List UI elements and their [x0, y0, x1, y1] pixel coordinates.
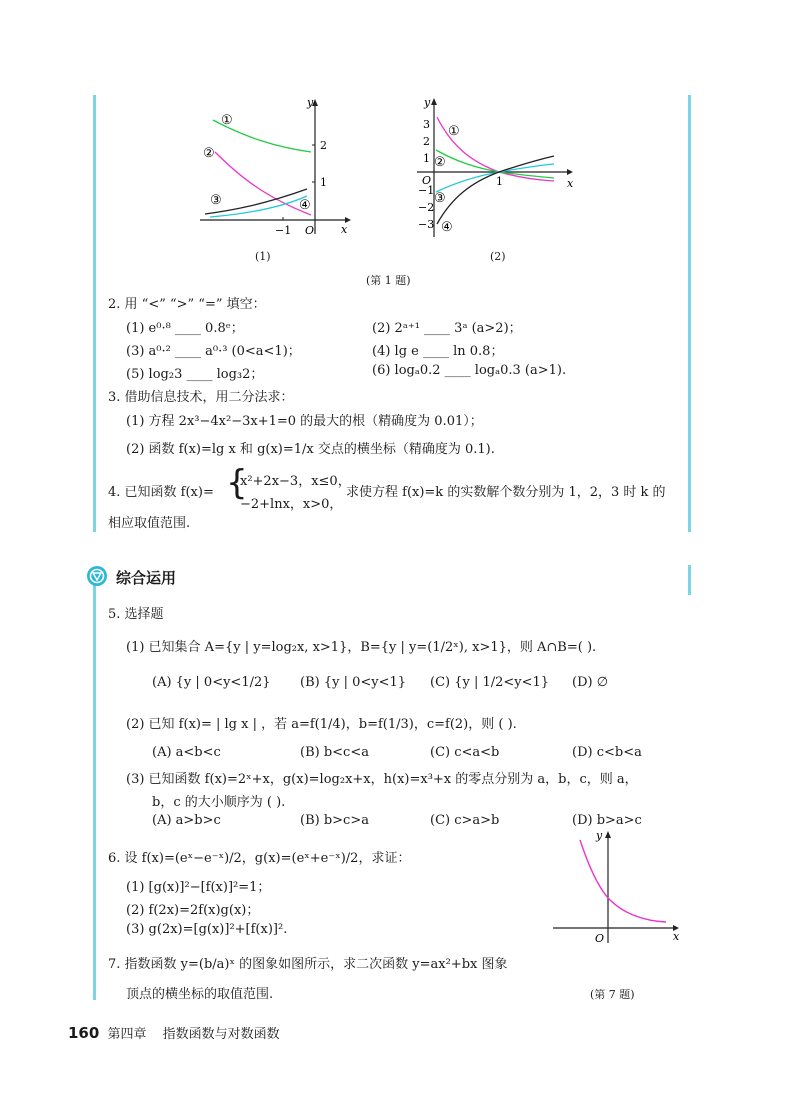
q7-line-2: 顶点的横坐标的取值范围.: [126, 987, 274, 1002]
q3-item-1: (1) 方程 2x³−4x²−3x+1=0 的最大的根（精确度为 0.01）；: [126, 414, 483, 429]
tick-neg1: −1: [418, 184, 435, 197]
label-origin: O: [595, 932, 605, 945]
label-y: y: [424, 96, 431, 109]
label-x: x: [673, 930, 680, 943]
q5-p1-option-b: (B) {y | 0<y<1}: [300, 675, 407, 690]
q2-item-5: (5) log₂3 ____ log₃2；: [126, 367, 264, 382]
q6-lead: 6. 设 f(x)=(eˣ−e⁻ˣ)/2，g(x)=(eˣ+e⁻ˣ)/2，求证：: [108, 851, 411, 866]
label-y: y: [596, 829, 603, 842]
q5-part-2: (2) 已知 f(x)= | lg x | ，若 a=f(1/4)，b=f(1/3)，c=f(2)，则 ( ).: [126, 717, 517, 732]
label-y: y: [307, 96, 314, 109]
q2-item-6: (6) logₐ0.2 ____ logₐ0.3 (a>1).: [372, 363, 567, 378]
section-title: 综合运用: [116, 569, 177, 587]
figure-7-caption: (第 7 题): [590, 988, 635, 1001]
q5-p1-option-a: (A) {y | 0<y<1/2}: [152, 675, 271, 690]
q2-item-3: (3) a⁰·² ____ a⁰·³ (0<a<1)；: [126, 344, 301, 359]
q7-line-1: 7. 指数函数 y=(b/a)ˣ 的图象如图所示，求二次函数 y=ax²+bx 图象: [108, 957, 508, 972]
figure-1-sub2-caption: (2): [490, 250, 506, 263]
q2-item-1: (1) e⁰·⁸ ____ 0.8ᵉ；: [126, 321, 244, 336]
figure-1-caption: (第 1 题): [366, 274, 411, 287]
margin-rule-top: [93, 95, 96, 532]
curve-2-magenta: [215, 152, 311, 215]
tick-neg1: −1: [275, 224, 292, 237]
q5-part-1: (1) 已知集合 A={y | y=log₂x, x>1}，B={y | y=(1/2ˣ), x>1}，则 A∩B=( ).: [126, 640, 597, 655]
figure-1-graph-2: [412, 92, 582, 242]
q5-p2-option-a: (A) a<b<c: [152, 745, 221, 760]
q5-p3-option-d: (D) b>a>c: [572, 813, 642, 828]
figure-1-graph-1: [195, 92, 355, 242]
right-rule-top: [688, 95, 691, 532]
curve-label-2: ②: [434, 155, 446, 170]
curve-label-3: ③: [434, 191, 446, 206]
q5-p2-option-b: (B) b<c<a: [300, 745, 369, 760]
q6-item-1: (1) [g(x)]²−[f(x)]²=1；: [126, 880, 271, 895]
right-rule-bottom: [688, 565, 691, 595]
q4-line-2: 相应取值范围.: [108, 516, 191, 531]
tick-1: 1: [320, 176, 327, 189]
q5-p2-option-c: (C) c<a<b: [430, 745, 500, 760]
margin-rule-bottom: [93, 585, 96, 1000]
figure-7-graph: [548, 825, 688, 950]
q2-title: 2. 用 “<” “>” “=” 填空：: [108, 297, 266, 312]
q2-item-4: (4) lg e ____ ln 0.8；: [372, 344, 504, 359]
tick-2: 2: [423, 135, 430, 148]
label-x: x: [341, 223, 348, 236]
exp-curve-magenta: [580, 840, 666, 922]
tick-neg2: −2: [418, 201, 435, 214]
tick-x1: 1: [496, 175, 503, 188]
q6-item-2: (2) f(2x)=2f(x)g(x)；: [126, 903, 260, 918]
q3-item-2: (2) 函数 f(x)=lg x 和 g(x)=1/x 交点的横坐标（精确度为 0.1).: [126, 442, 495, 457]
curve-label-1: ①: [221, 113, 233, 128]
curve-3-cyan: [436, 164, 554, 192]
curve-label-1: ①: [448, 124, 460, 139]
q4-case-1: x²+2x−3，x≤0，: [240, 474, 351, 489]
section-icon: [86, 565, 108, 587]
curve-label-4: ④: [299, 198, 311, 213]
q5-p1-option-c: (C) {y | 1/2<y<1}: [430, 675, 550, 690]
q5-p1-option-d: (D) ∅: [572, 675, 609, 690]
label-origin: O: [422, 174, 432, 187]
y-axis-arrow: [605, 831, 611, 838]
chapter-title: 指数函数与对数函数: [162, 1027, 280, 1042]
tick-1: 1: [423, 152, 430, 165]
q3-title: 3. 借助信息技术，用二分法求：: [108, 390, 294, 405]
q4-tail: 求使方程 f(x)=k 的实数解个数分别为 1，2，3 时 k 的: [346, 485, 666, 500]
q4-case-2: −2+lnx，x>0，: [240, 497, 343, 512]
curve-label-2: ②: [203, 146, 215, 161]
chapter-label: 第四章: [107, 1027, 147, 1042]
label-x: x: [567, 177, 574, 190]
page-footer: [68, 1023, 280, 1042]
q5-p3-option-a: (A) a>b>c: [152, 813, 221, 828]
q5-part-3-line-2: b，c 的大小顺序为 ( ).: [152, 795, 286, 810]
q6-item-3: (3) g(2x)=[g(x)]²+[f(x)]².: [126, 922, 288, 937]
q5-p2-option-d: (D) c<b<a: [572, 745, 642, 760]
x-axis-arrow: [567, 169, 573, 175]
q5-p3-option-b: (B) b>c>a: [300, 813, 369, 828]
tick-neg3: −3: [418, 218, 435, 231]
q5-part-3-line-1: (3) 已知函数 f(x)=2ˣ+x，g(x)=log₂x+x，h(x)=x³+x 的零点分别为 a，b，c，则 a，: [126, 772, 638, 787]
y-axis-arrow: [431, 98, 437, 105]
q5-title: 5. 选择题: [108, 607, 164, 622]
q4-lead: 4. 已知函数 f(x)=: [108, 485, 214, 500]
q2-item-2: (2) 2ᵃ⁺¹ ____ 3ᵃ (a>2)；: [372, 321, 522, 336]
label-origin: O: [305, 224, 315, 237]
q4-brace: {: [226, 463, 248, 503]
curve-label-3: ③: [210, 193, 222, 208]
page-number: 160: [68, 1024, 100, 1042]
q5-p3-option-c: (C) c>a>b: [430, 813, 500, 828]
tick-2: 2: [320, 139, 327, 152]
tick-3: 3: [423, 118, 430, 131]
curve-label-4: ④: [441, 220, 453, 235]
figure-1-sub1-caption: (1): [255, 250, 271, 263]
